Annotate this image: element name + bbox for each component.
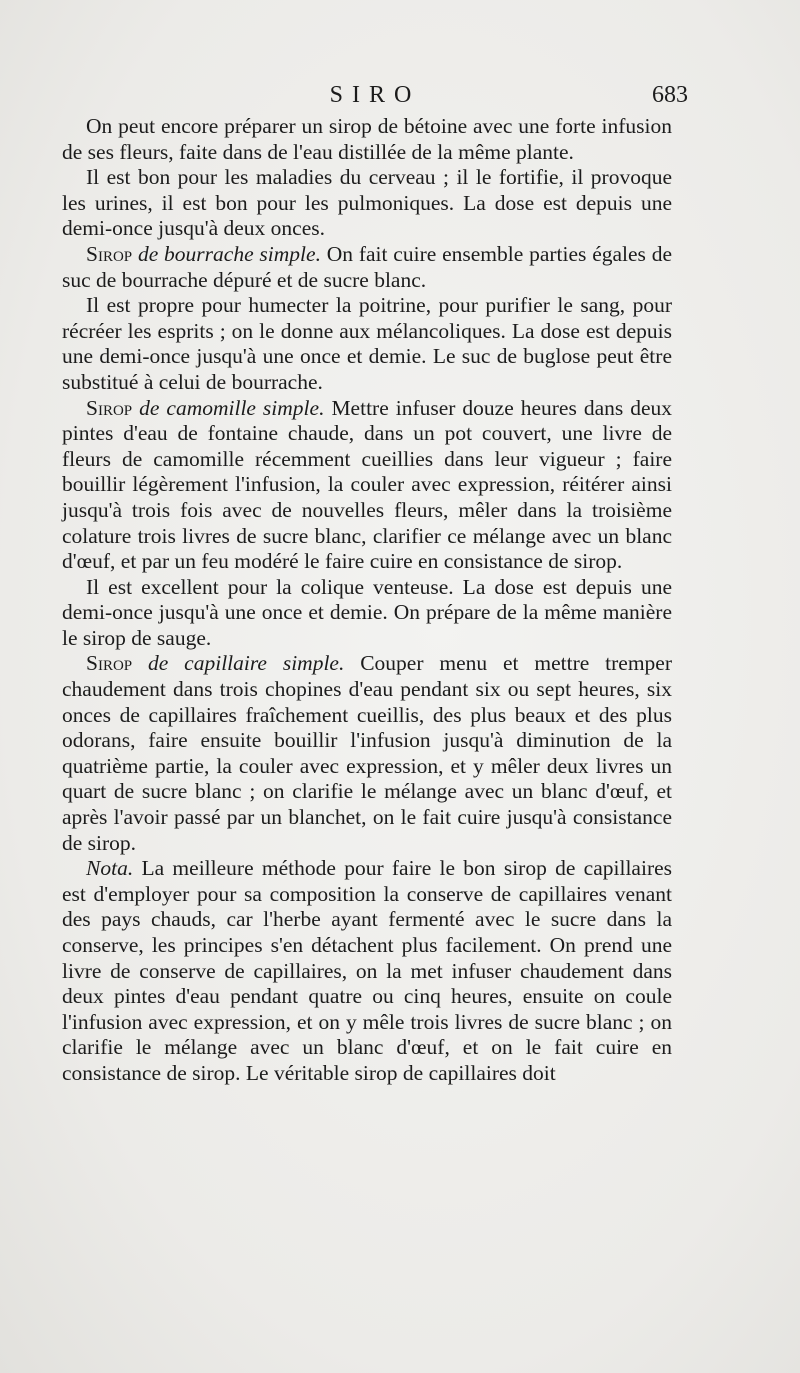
entry-title: de capillaire simple. [148, 651, 345, 676]
nota-label: Nota. [86, 856, 134, 881]
entry-title: de camomille simple. [139, 395, 325, 420]
entry-title: de bourrache simple. [137, 241, 321, 266]
paragraph-text: La meilleure méthode pour faire le bon sirop de capillaires est d'employer pour sa composition la conserve de capillaires venant des pays chauds, car l'herbe ayant fermenté avec le sucre dans la conserve, les principes s'en détachent plus facilement. On prend une livre de conserve de capillaires, on la met infuser chaudement dans deux pintes d'eau pendant quatre ou cinq heures, ensuite on coule l'infusion avec expression, et on y mêle trois livres de sucre blanc ; on clarifie le mélange avec un blanc d'œuf, et on le fait cuire en consistance de sirop. Le véritable sirop de capillaires doit [62, 856, 673, 1085]
page-header [62, 82, 688, 118]
entry-lead: Sirop [86, 241, 133, 266]
paragraph-text: Mettre infuser douze heures dans deux pintes d'eau de fontaine chaude, dans un pot couvert, une livre de fleurs de camomille récemment cueillies dans leur vigueur ; faire bouillir légèrement l'infusion, la couler avec expression, réitérer ainsi jusqu'à trois fois avec de nouvelles fleurs, mêler dans la troisième colature trois livres de sucre blanc, clarifier ce mélange avec un blanc d'œuf, et par un feu modéré le faire cuire en consistance de sirop. [62, 395, 672, 574]
paragraph-text: Il est propre pour humecter la poitrine, pour purifier le sang, pour récréer les esprits ; on le donne aux mélancoliques. La dose est depuis une demi-once jusqu'à une once et demie. Le suc de buglose peut être substitué à celui de bourrache. [62, 293, 672, 394]
paragraph-bourrache-recipe [62, 242, 672, 293]
paragraph-text: On peut encore préparer un sirop de bétoine avec une forte infusion de ses fleurs, faite dans de l'eau distillée de la même plante. [62, 114, 672, 164]
paragraph-betoine-preparation [62, 114, 672, 165]
paragraph-bourrache-usage [62, 293, 672, 395]
paragraph-capillaire-recipe [62, 651, 672, 856]
paragraph-text: Il est bon pour les maladies du cerveau ; il le fortifie, il provoque les urines, il est bon pour les pulmoniques. La dose est depuis une demi-once jusqu'à deux onces. [62, 165, 672, 241]
paragraph-nota [62, 856, 672, 1086]
paragraph-text: Il est excellent pour la colique venteuse. La dose est depuis une demi-once jusqu'à une once et demie. On prépare de la même manière le sirop de sauge. [62, 574, 672, 650]
page-number: 683 [652, 82, 688, 108]
body-text [62, 114, 672, 1087]
paragraph-betoine-usage [62, 165, 672, 242]
running-title: SIRO [329, 82, 421, 108]
entry-lead: Sirop [86, 651, 133, 676]
entry-lead: Sirop [86, 395, 133, 420]
paragraph-camomille-usage [62, 575, 672, 652]
paragraph-text: On fait cuire ensemble parties égales de suc de bourrache dépuré et de sucre blanc. [62, 241, 673, 292]
paragraph-camomille-recipe [62, 396, 672, 575]
paragraph-text: Couper menu et mettre tremper chaudement dans trois chopines d'eau pendant six ou sept heures, six onces de capillaires fraîchement cueillis, des plus beaux et des plus odorans, faire ensuite bouillir l'infusion jusqu'à diminution de la quatrième partie, la couler avec expression, et y mêler deux livres un quart de sucre blanc ; on clarifie le mélange avec un blanc d'œuf, et après l'avoir passé par un blanchet, on le fait cuire jusqu'à consistance de sirop. [62, 651, 673, 855]
